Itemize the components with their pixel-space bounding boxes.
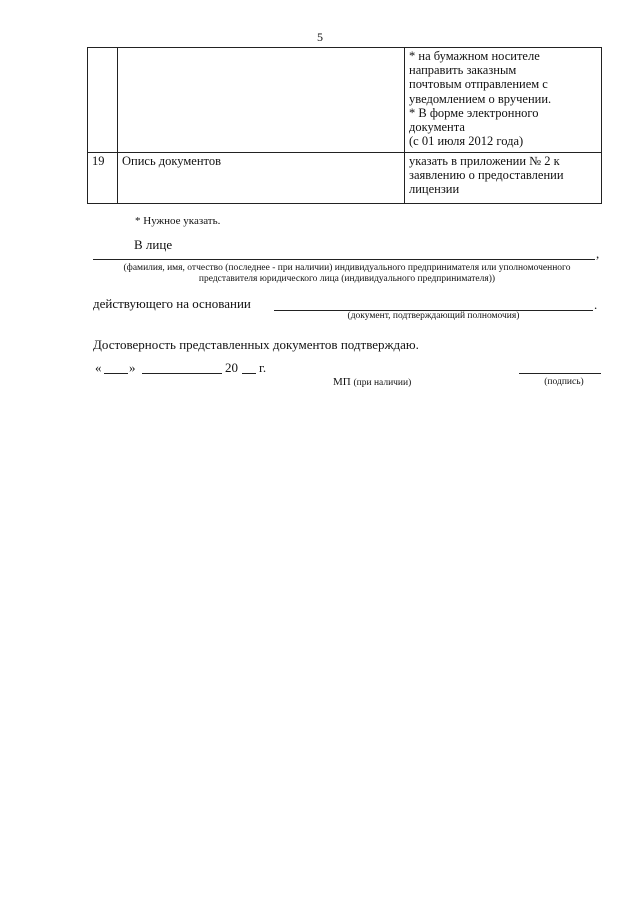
year-line[interactable] bbox=[242, 373, 256, 374]
year-prefix: 20 bbox=[225, 360, 238, 375]
documents-table bbox=[87, 47, 602, 204]
name-caption-line-1: (фамилия, имя, отчество (последнее - при наличии) индивидуального предпринимателя или уполномоченного bbox=[123, 263, 571, 273]
table-row bbox=[88, 48, 602, 153]
basis-line-period: . bbox=[594, 297, 598, 312]
basis-caption: (документ, подтверждающий полномочия) bbox=[347, 311, 520, 321]
submission-method-line: (с 01 июля 2012 года) bbox=[409, 134, 524, 149]
year-suffix: г. bbox=[259, 360, 267, 375]
signature-line[interactable] bbox=[519, 373, 601, 374]
page-number: 5 bbox=[317, 30, 323, 44]
submission-method-line: * на бумажном носителе bbox=[409, 49, 540, 63]
submission-method-line: почтовым отправлением с bbox=[409, 77, 548, 92]
submission-method-line: документа bbox=[409, 120, 465, 135]
date-open-quote: « bbox=[95, 360, 102, 375]
table-row bbox=[88, 153, 602, 204]
stamp-label bbox=[333, 376, 411, 388]
day-line[interactable] bbox=[104, 373, 128, 374]
submission-method-line: * В форме электронного bbox=[409, 105, 539, 120]
submission-method-line: направить заказным bbox=[409, 63, 517, 78]
confirmation-text: Достоверность представленных документов подтверждаю. bbox=[93, 337, 419, 352]
month-line[interactable] bbox=[142, 373, 222, 374]
submission-method-line: заявлению о предоставлении bbox=[409, 168, 564, 183]
date-close-quote: » bbox=[129, 360, 136, 375]
stamp-mp: МП bbox=[333, 376, 351, 388]
name-line[interactable] bbox=[93, 259, 595, 260]
submission-method-line: лицензии bbox=[409, 182, 460, 197]
name-caption bbox=[93, 263, 601, 285]
submission-method-line: указать в приложении № 2 к bbox=[409, 154, 560, 168]
row-number: 19 bbox=[88, 153, 118, 204]
name-line-comma: , bbox=[596, 246, 600, 261]
signature-caption: (подпись) bbox=[544, 377, 584, 387]
name-caption-line-2: представителя юридического лица (индивидуального предпринимателя)) bbox=[198, 274, 496, 284]
submission-method bbox=[405, 48, 602, 153]
document-name: Опись документов bbox=[118, 153, 405, 204]
submission-method-line: уведомлением о вручении. bbox=[409, 91, 552, 106]
submission-method bbox=[405, 153, 602, 204]
document-name bbox=[118, 48, 405, 153]
row-number bbox=[88, 48, 118, 153]
footnote: * Нужное указать. bbox=[135, 215, 221, 227]
in-person-label: В лице bbox=[134, 237, 173, 252]
acting-label: действующего на основании bbox=[93, 296, 251, 311]
stamp-note: (при наличии) bbox=[353, 378, 412, 388]
